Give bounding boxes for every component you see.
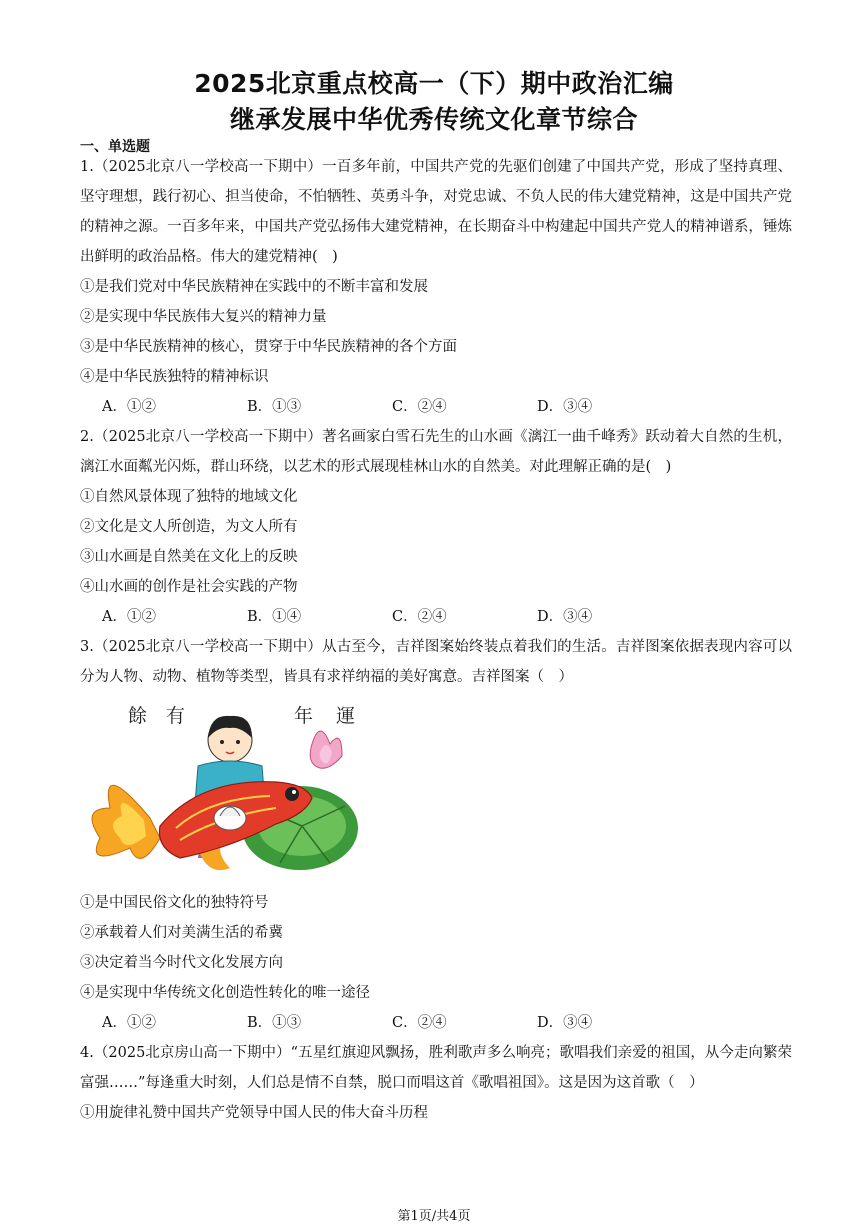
- statement: ④是实现中华传统文化创造性转化的唯一途径: [80, 985, 370, 1001]
- statement: ③是中华民族精神的核心，贯穿于中华民族精神的各个方面: [80, 339, 457, 355]
- option-d: D．③④: [537, 609, 593, 625]
- image-char: 餘: [128, 705, 148, 727]
- statement: ①是我们党对中华民族精神在实践中的不断丰富和发展: [80, 279, 428, 295]
- question-list: [80, 152, 792, 1128]
- statement: ①自然风景体现了独特的地域文化: [80, 489, 298, 505]
- option-c: C．②④: [392, 399, 447, 415]
- statement: ③决定着当今时代文化发展方向: [80, 955, 283, 971]
- answer-options: [80, 1008, 792, 1038]
- lotus-flower: [310, 731, 342, 768]
- statement: ③山水画是自然美在文化上的反映: [80, 549, 298, 565]
- answer-options: [80, 602, 792, 632]
- option-a: A．①②: [102, 399, 156, 415]
- option-d: D．③④: [537, 399, 593, 415]
- document-title-line2: 继承发展中华优秀传统文化章节综合: [229, 105, 638, 134]
- nian-nian-you-yu-picture: [80, 698, 380, 882]
- auspicious-pattern-image: [80, 698, 792, 882]
- option-c: C．②④: [392, 1015, 447, 1031]
- statement: ②承载着人们对美满生活的希冀: [80, 925, 283, 941]
- question-1: [80, 152, 792, 422]
- option-b: B．①④: [247, 609, 302, 625]
- image-char: 運: [336, 705, 356, 727]
- answer-options: [80, 392, 792, 422]
- option-b: B．①③: [247, 1015, 302, 1031]
- fish-tail: [92, 785, 160, 858]
- statement: ②文化是文人所创造，为文人所有: [80, 519, 298, 535]
- question-stem: 1.（2025北京八一学校高一下期中）一百多年前，中国共产党的先驱们创建了中国共产党，形成了坚持真理、坚守理想，践行初心、担当使命，不怕牺牲、英勇斗争，对党忠诚、不负人民的伟大建党精神，这是中国共产党的精神之源。一百多年来，中国共产党弘扬伟大建党精神，在长期奋斗中构建起中国共产党人的精神谱系，锤炼出鲜明的政治品格。伟大的建党精神( ): [80, 159, 792, 265]
- statement: ①用旋律礼赞中国共产党领导中国人民的伟大奋斗历程: [80, 1105, 428, 1121]
- white-lotus: [214, 806, 246, 830]
- option-c: C．②④: [392, 609, 447, 625]
- question-2: [80, 422, 792, 632]
- statement: ②是实现中华民族伟大复兴的精神力量: [80, 309, 327, 325]
- question-stem: 3.（2025北京八一学校高一下期中）从古至今，吉祥图案始终装点着我们的生活。吉祥图案依据表现内容可以分为人物、动物、植物等类型，皆具有求祥纳福的美好寓意。吉祥图案（ ）: [80, 639, 792, 685]
- statement: ④山水画的创作是社会实践的产物: [80, 579, 298, 595]
- section-heading: 一、单选题: [80, 139, 150, 155]
- option-a: A．①②: [102, 609, 156, 625]
- option-d: D．③④: [537, 1015, 593, 1031]
- question-4: [80, 1038, 792, 1128]
- question-3: [80, 632, 792, 1038]
- image-char: 有: [166, 705, 186, 727]
- document-title-line1: 2025北京重点校高一（下）期中政治汇编: [194, 69, 674, 98]
- image-char: 年: [294, 705, 314, 727]
- statement: ④是中华民族独特的精神标识: [80, 369, 269, 385]
- question-stem: 2.（2025北京八一学校高一下期中）著名画家白雪石先生的山水画《漓江一曲千峰秀》跃动着大自然的生机，漓江水面粼光闪烁，群山环绕，以艺术的形式展现桂林山水的自然美。对此理解正确的是( ): [80, 429, 792, 475]
- option-b: B．①③: [247, 399, 302, 415]
- page-number: 第1页/共4页: [397, 1209, 471, 1224]
- statement: ①是中国民俗文化的独特符号: [80, 895, 269, 911]
- option-a: A．①②: [102, 1015, 156, 1031]
- question-stem: 4.（2025北京房山高一下期中）“五星红旗迎风飘扬，胜利歌声多么响亮；歌唱我们亲爱的祖国，从今走向繁荣富强……”每逢重大时刻，人们总是情不自禁，脱口而唱这首《歌唱祖国》。这是因为这首歌（ ）: [80, 1045, 792, 1091]
